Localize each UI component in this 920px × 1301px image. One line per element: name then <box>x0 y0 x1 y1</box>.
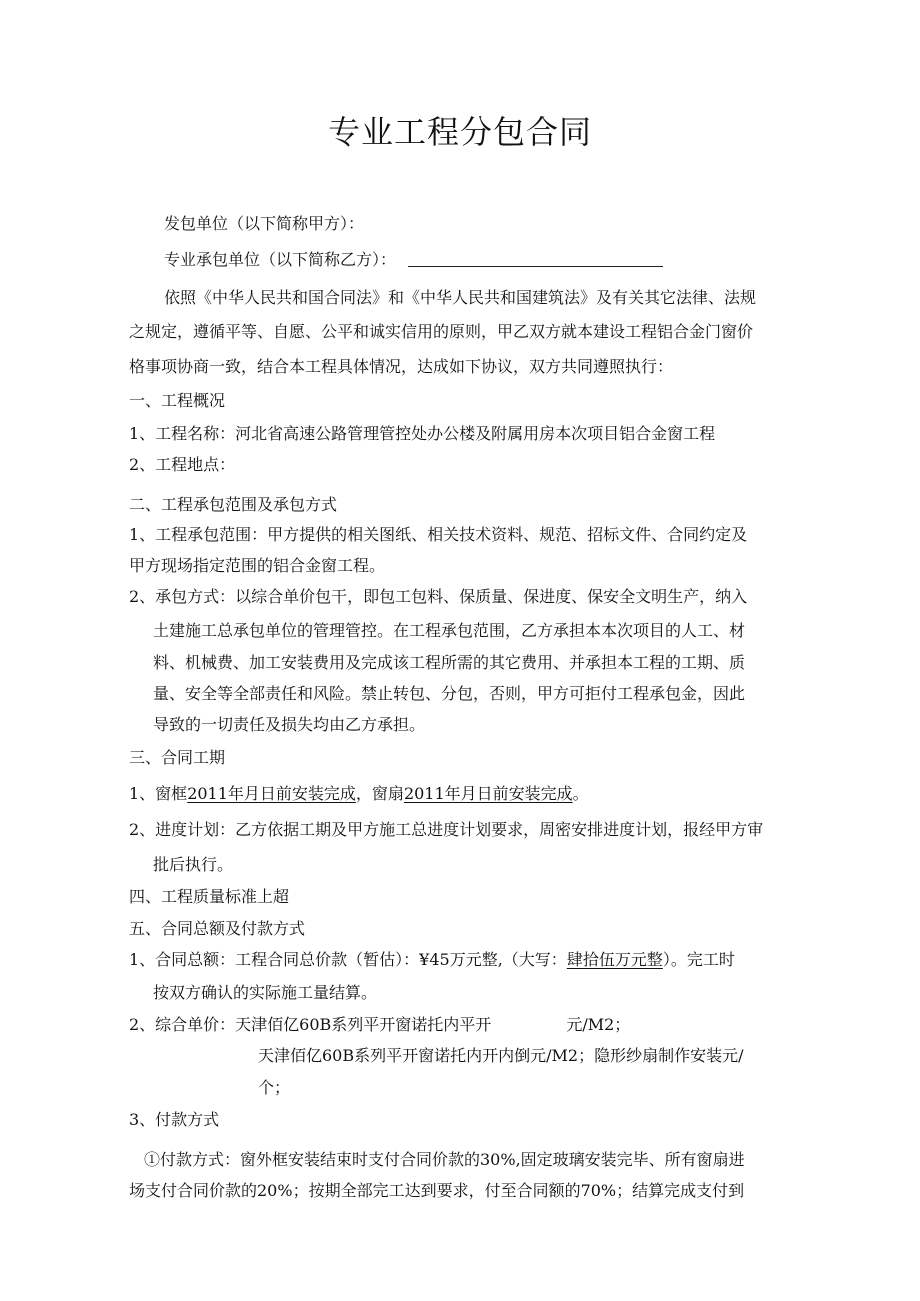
section-heading: 四、工程质量标准上超 <box>129 887 290 906</box>
party-b-line <box>164 250 663 270</box>
scope-line: 1、工程承包范围：甲方提供的相关图纸、相关技术资料、规范、招标文件、合同约定及 <box>129 525 748 544</box>
plan-line: 2、进度计划：乙方依据工期及甲方施工总进度计划要求，周密安排进度计划，报经甲方审 <box>129 820 764 839</box>
party-a-label: 发包单位（以下简称甲方）： <box>164 214 365 233</box>
section-heading: 五、合同总额及付款方式 <box>129 919 306 938</box>
plan-line: 批后执行。 <box>153 855 234 874</box>
schedule-line <box>129 784 589 804</box>
scope-line: 甲方现场指定范围的铝合金窗工程。 <box>129 556 386 575</box>
total-in-words: 肆拾伍万元整 <box>566 950 663 969</box>
mode-line: 2、承包方式：以综合单价包干，即包工包料、保质量、保进度、保安全文明生产，纳入 <box>129 587 748 606</box>
payment-line: 场支付合同价款的20%；按期全部完工达到要求，付至合同额的70%；结算完成支付到 <box>129 1181 745 1200</box>
payment-line: ①付款方式：窗外框安装结束时支付合同价款的30%,固定玻璃安装完毕、所有窗扇进 <box>144 1150 745 1169</box>
intro-line: 格事项协商一致，结合本工程具体情况，达成如下协议，双方共同遵照执行： <box>129 357 674 376</box>
party-b-label: 专业承包单位（以下简称乙方）： <box>164 250 397 269</box>
unit-price-unit: 元/M2； <box>566 1015 631 1034</box>
total-line <box>129 950 735 970</box>
party-a-line <box>164 214 364 234</box>
section-heading: 二、工程承包范围及承包方式 <box>129 495 338 514</box>
page-title: 专业工程分包合同 <box>327 113 592 151</box>
payment-heading: 3、付款方式 <box>129 1110 220 1129</box>
unit-price-line: 个； <box>258 1078 291 1097</box>
unit-price-line: 天津佰亿60B系列平开窗诺托内开内倒元/M2；隐形纱扇制作安装元/ <box>258 1046 744 1065</box>
intro-line: 依照《中华人民共和国合同法》和《中华人民共和国建筑法》及有关其它法律、法规 <box>164 288 757 307</box>
schedule-end: 。 <box>572 784 589 803</box>
schedule-sash-label: ，窗扇 <box>355 784 404 803</box>
total-tail: ）。完工时 <box>662 950 735 969</box>
sash-completion-date: 2011年月日前安装完成 <box>403 784 573 803</box>
mode-line: 导致的一切责任及损失均由乙方承担。 <box>153 715 426 734</box>
unit-price-line <box>129 1015 630 1035</box>
project-name: 1、工程名称：河北省高速公路管理管控处办公楼及附属用房本次项目铝合金窗工程 <box>129 424 716 443</box>
intro-line: 之规定，遵循平等、自愿、公平和诚实信用的原则，甲乙双方就本建设工程铝合金门窗价 <box>129 322 754 341</box>
total-label: 1、合同总额：工程合同总价款（暂估）：¥45万元整,（大写： <box>129 950 567 969</box>
total-line: 按双方确认的实际施工量结算。 <box>153 983 378 1002</box>
mode-line: 土建施工总承包单位的管理管控。在工程承包范围，乙方承担本本次项目的人工、材 <box>153 621 746 640</box>
party-b-blank <box>408 250 663 267</box>
section-heading: 三、合同工期 <box>129 748 226 767</box>
section-heading: 一、工程概况 <box>129 391 226 410</box>
project-location: 2、工程地点： <box>129 455 236 474</box>
unit-price-label: 2、综合单价：天津佰亿60B系列平开窗诺托内平开 <box>129 1015 492 1034</box>
frame-completion-date: 2011年月日前安装完成 <box>187 784 356 803</box>
mode-line: 量、安全等全部责任和风险。禁止转包、分包，否则，甲方可拒付工程承包金，因此 <box>153 684 746 703</box>
mode-line: 料、机械费、加工安装费用及完成该工程所需的其它费用、并承担本工程的工期、质 <box>153 653 746 672</box>
schedule-frame-label: 1、窗框 <box>129 784 188 803</box>
